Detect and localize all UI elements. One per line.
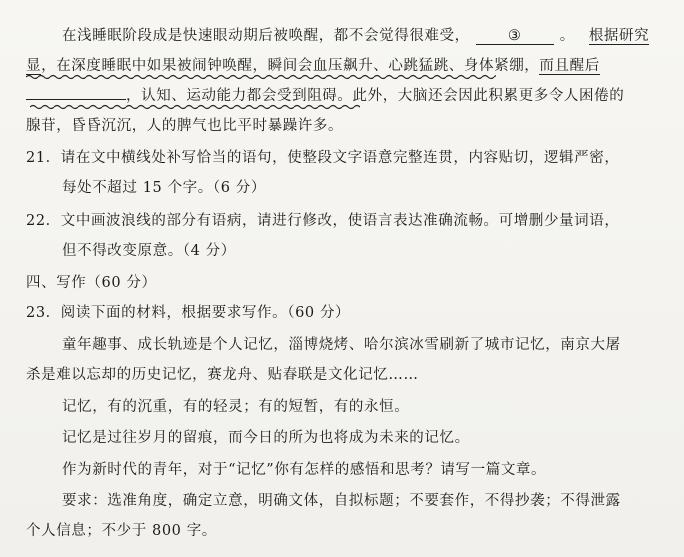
passage-text: 。 <box>559 28 575 44</box>
passage-text: 此外，大脑还会因此积累更多令人困倦的 <box>352 88 625 104</box>
material-line-3: 记忆，有的沉重，有的轻灵；有的短暂，有的永恒。 <box>62 399 410 415</box>
passage-text: ，认知、运动能力都会受到阻碍。 <box>126 88 353 104</box>
passage-text: 在浅睡眠阶段成是快速眼动期后被唤醒，都不会觉得很难受， <box>62 28 470 44</box>
question-22: 22．文中画波浪线的部分有语病，请进行修改，使语言表达准确流畅。可增删少量词语， <box>26 213 620 229</box>
material-line-1: 童年趣事、成长轨迹是个人记忆，淄博烧烤、哈尔滨冰雪刷新了城市记忆，南京大屠 <box>62 337 621 353</box>
passage-line-2 <box>26 56 600 76</box>
section-title-writing: 四、写作（60 分） <box>26 275 157 291</box>
passage-line-3 <box>26 86 624 106</box>
passage-line-4: 腺苷，昏昏沉沉，人的脾气也比平时暴躁许多。 <box>26 118 344 134</box>
question-21-cont: 每处不超过 15 个字。（6 分） <box>62 180 266 196</box>
wavy-underline <box>30 104 360 110</box>
wavy-underline <box>26 74 496 80</box>
underlined-text: 而且醒后 <box>539 58 600 74</box>
passage-text: ，在深度睡眠中如果被闹钟唤醒， <box>41 58 268 74</box>
underlined-text: 根据研究 <box>588 28 650 44</box>
question-21: 21．请在文中横线处补写恰当的语句，使整段文字语意完整连贯，内容贴切，逻辑严密， <box>26 150 620 166</box>
material-line-5: 作为新时代的青年，对于“记忆”你有怎样的感悟和思考？请写一篇文章。 <box>62 462 547 478</box>
passage-text: 瞬间会血压飙升、心跳猛跳、身体紧绷， <box>267 58 540 74</box>
material-line-4: 记忆是过往岁月的留痕，而今日的所为也将成为未来的记忆。 <box>62 430 470 446</box>
question-23-title: 23．阅读下面的材料，根据要求写作。（60 分） <box>26 305 351 321</box>
requirement-line-1: 要求：选准角度，确定立意，明确文体，自拟标题；不要套作，不得抄袭；不得泄露 <box>62 493 621 509</box>
requirement-line-2: 个人信息；不少于 800 字。 <box>26 523 217 539</box>
passage-line-1 <box>62 26 649 46</box>
answer-blank-4[interactable] <box>26 99 126 100</box>
question-22-cont: 但不得改变原意。（4 分） <box>62 243 236 259</box>
answer-blank-3[interactable]: ③ <box>476 28 554 45</box>
underlined-text: 显 <box>26 58 42 74</box>
material-line-2: 杀是难以忘却的历史记忆，赛龙舟、贴春联是文化记忆…… <box>26 367 419 383</box>
